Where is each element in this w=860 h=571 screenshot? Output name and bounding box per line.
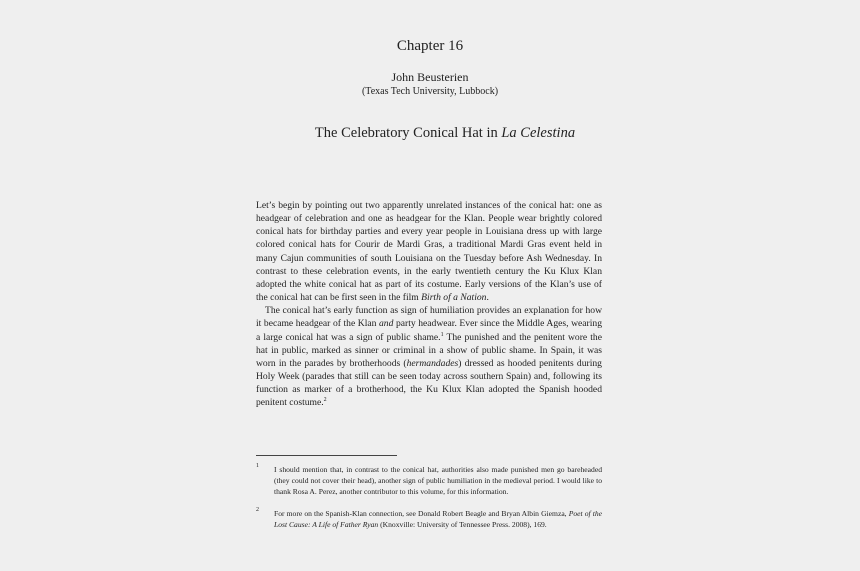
paragraph-2 [256,304,602,409]
paragraph-2-part-a: The conical hat’s early function as sign of humiliation provides an explanation for how it became headgear of the Klan [256,305,602,330]
chapter-title-text: The Celebratory Conical Hat in [314,125,502,141]
author-affiliation: (Texas Tech University, Lubbock) [361,86,499,97]
footnote-2-book-title: Poet of the Lost Cause: A Life of Father Ryan [274,509,602,530]
footnote-ref-1[interactable]: 1 [440,331,444,338]
footnote-1 [256,464,602,498]
film-title: Birth of a Nation [421,292,487,304]
chapter-title [0,125,860,142]
footnote-1-text: I should mention that, in contrast to the conical hat, authorities also made punished men go bareheaded (they could not cover their head), another sign of public humiliation in the medieval period. I would like to thank Rosa A. Perez, another contributor to this volume, for this information. [274,465,602,497]
emphasis-and: and [379,318,394,330]
paragraph-1 [256,199,602,304]
footnote-divider [256,455,397,456]
paragraph-2-part-c: The punished and the penitent wore the hat in public, marked as sinner or criminal in a show of public shame. In Spain, it was worn in the parades by brotherhoods ( [256,331,602,369]
paragraph-1-end: . [486,292,489,304]
paragraph-2-part-d: ) dressed as hooded penitents during Holy Week (parades that still can be seen today across southern Spain) and, following its function as marker of a brotherhood, the Ku Klux Klan adopted the Spanish hooded penitent costume. [256,357,602,409]
body-text [256,199,602,410]
footnote-2-part-b: (Knoxville: University of Tennessee Press. 2008), 169. [378,520,547,530]
footnote-ref-2[interactable]: 2 [323,397,327,404]
author-name: John Beusterien [391,70,469,84]
footnote-2 [256,508,602,530]
chapter-heading: Chapter 16 [396,38,464,54]
paragraph-1-text: Let’s begin by pointing out two apparently unrelated instances of the conical hat: one as headgear of celebration and one as headgear for the Klan. People wear brightly colored conical hats for birthday parties and every year people in Louisiana dress up with large colored conical hats for Courir de Mardi Gras, a traditional Mardi Gras event held in many Cajun communities of south Louisiana on the Tuesday before Ash Wednesday. In contrast to these celebration events, in the early twentieth century the Ku Klux Klan adopted the white conical hat as part of its costume. Early versions of the Klan’s use of the conical hat can be first seen in the film [256,200,602,304]
term-hermandades: hermandades [406,357,459,369]
chapter-title-italic: La Celestina [501,125,576,141]
footnote-1-number: 1 [256,463,259,469]
footnote-2-number: 2 [256,507,259,513]
footnote-2-text [274,508,602,530]
paragraph-2-part-b: party headwear. Ever since the Middle Ages, wearing a large conical hat was a sign of public shame. [256,318,602,343]
footnote-2-part-a: For more on the Spanish-Klan connection, see Donald Robert Beagle and Bryan Albin Giemza, [274,509,569,518]
